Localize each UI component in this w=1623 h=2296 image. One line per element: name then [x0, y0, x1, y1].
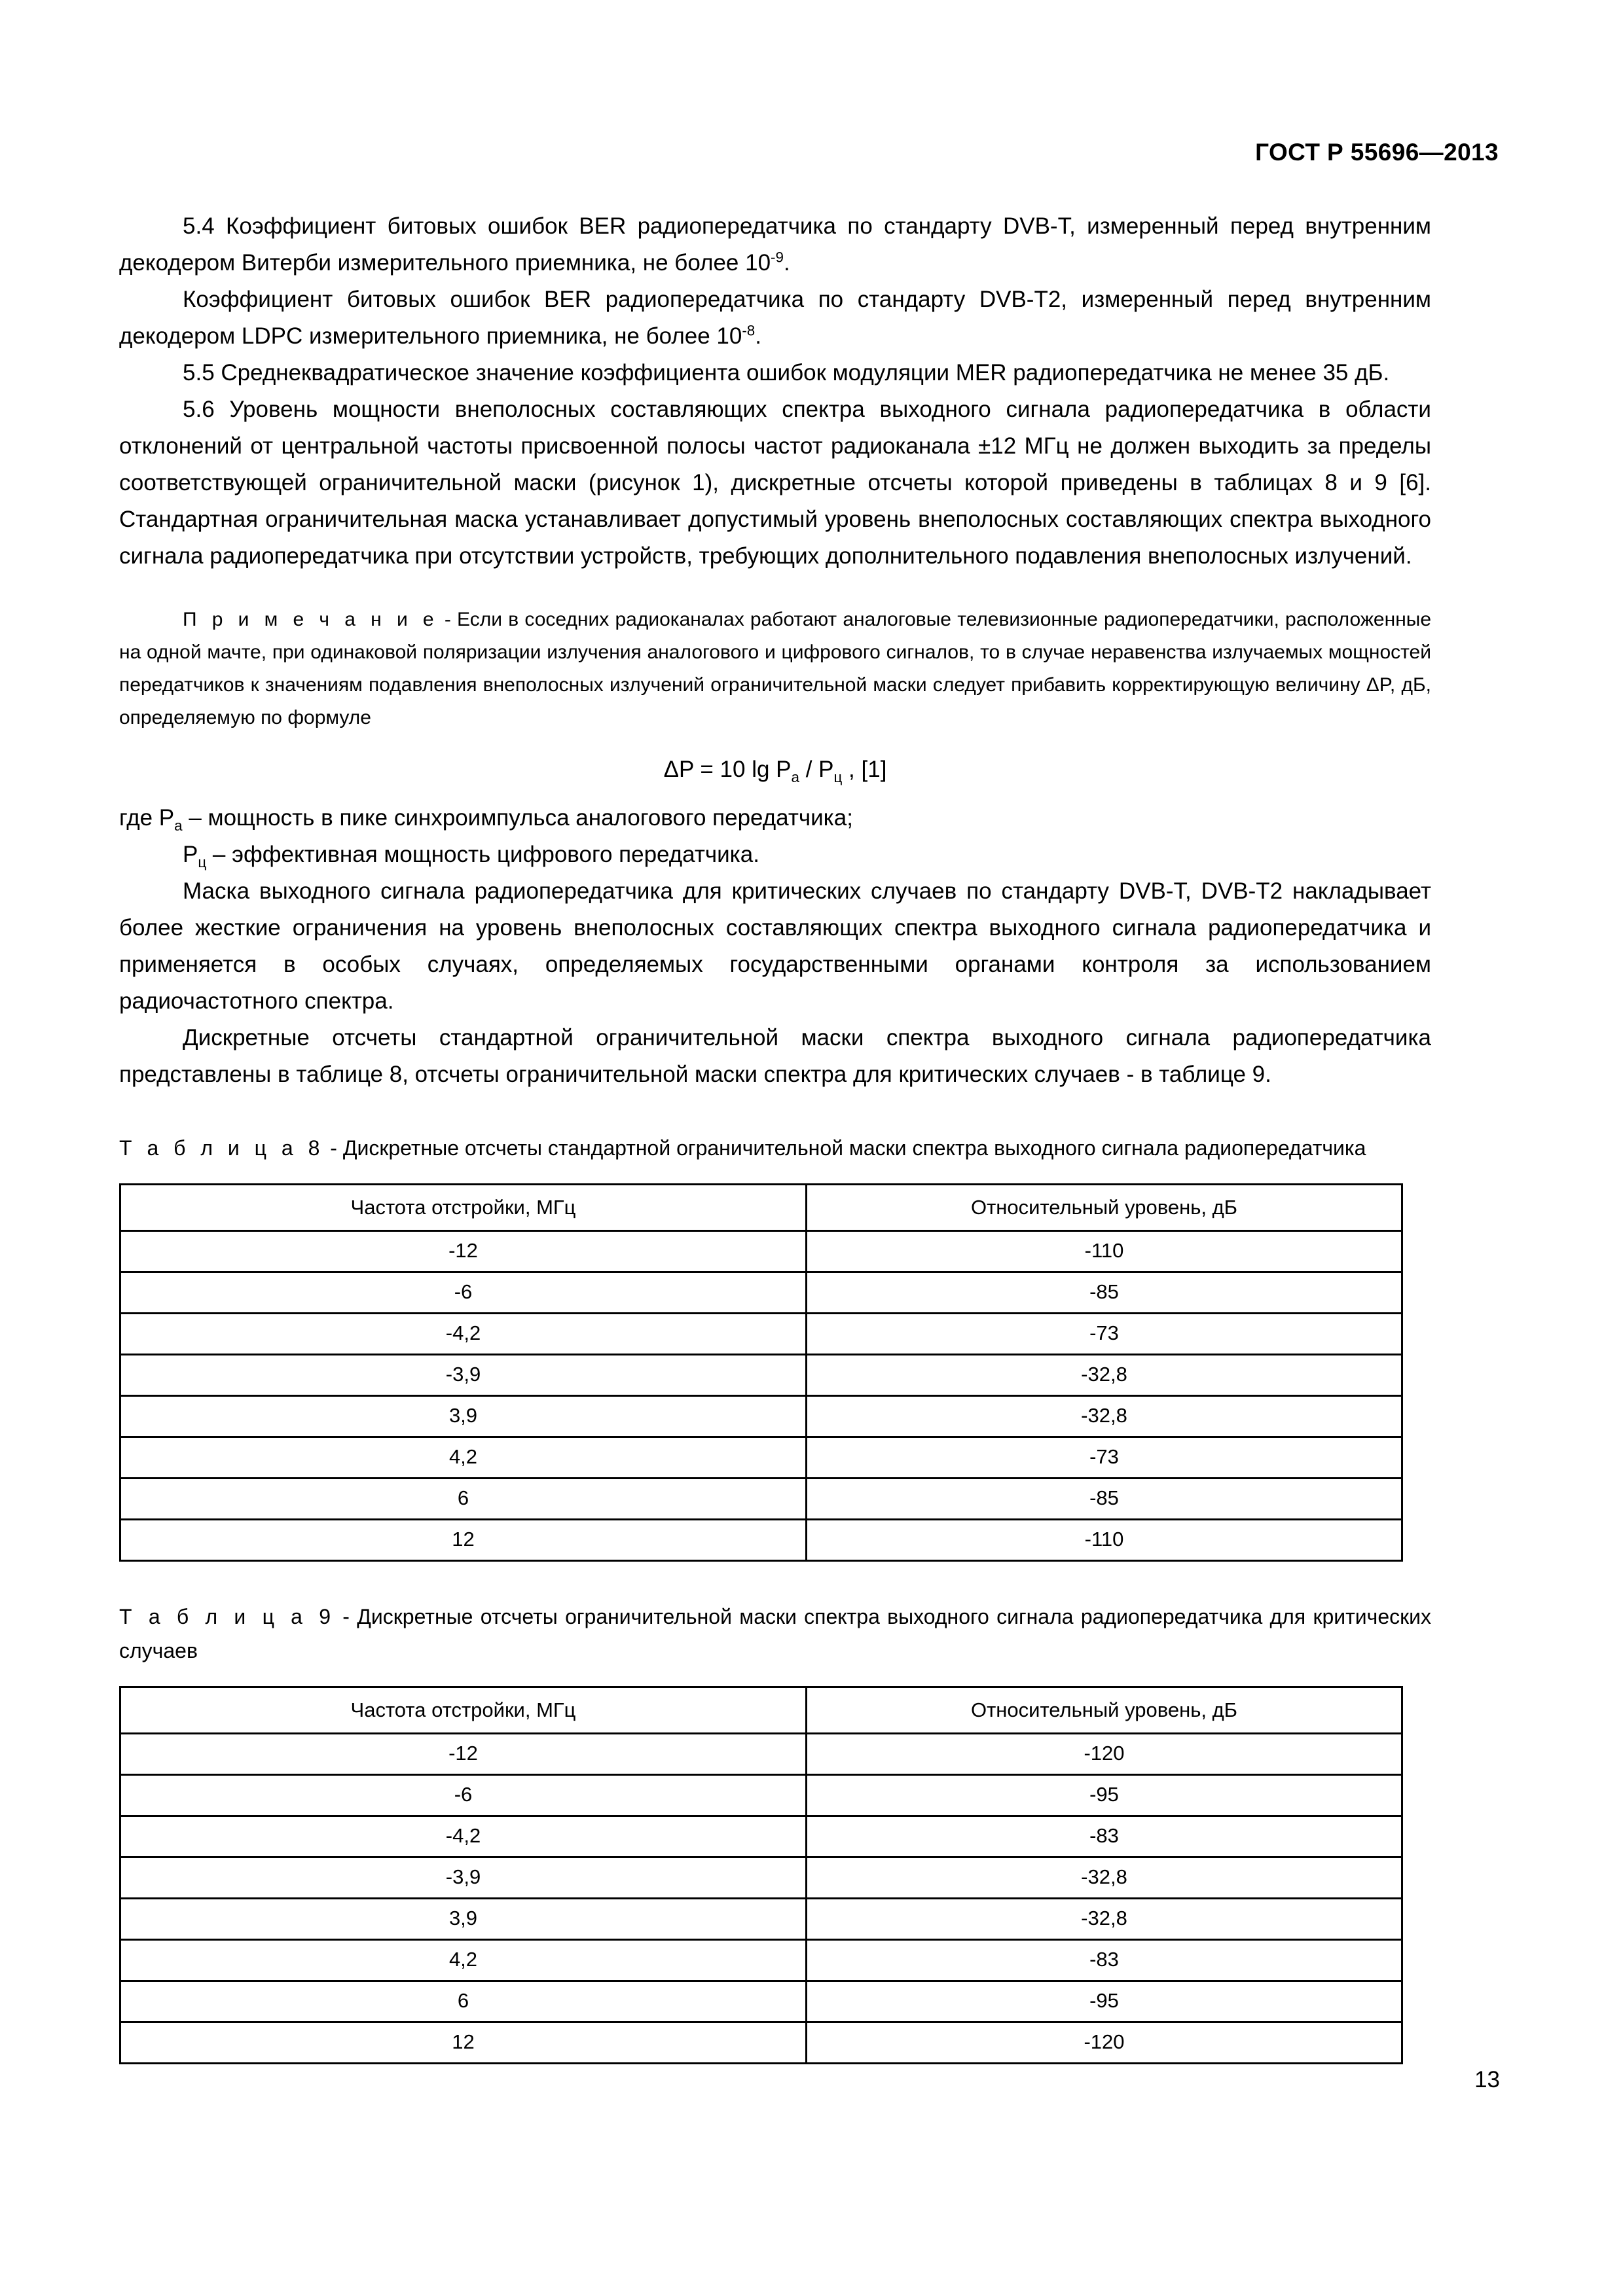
- paragraph-discrete-samples: Дискретные отсчеты стандартной ограничительной маски спектра выходного сигнала радиопередатчика представлены в таблице 8, отсчеты ограничительной маски спектра для критических случаев - в таблице 9.: [119, 1025, 1431, 1087]
- spacer-before-table-9: [119, 1562, 1431, 1600]
- table-9-cell-frequency: -6: [120, 1775, 807, 1816]
- table-row: [120, 2022, 1402, 2064]
- table-9-cell-frequency: -12: [120, 1734, 807, 1775]
- table-9-header-row: [120, 1687, 1402, 1734]
- table-9-cell-level: -120: [807, 2022, 1402, 2064]
- table-8-cell-frequency: -3,9: [120, 1355, 807, 1396]
- paragraph-5-6: 5.6 Уровень мощности внеполосных составляющих спектра выходного сигнала радиопередатчика в области отклонений от центральной частоты присвоенной полосы частот радиоканала ±12 МГц не должен выходить за пределы соответствующей ограничительной маски (рисунок 1), дискретные отсчеты которой приведены в таблицах 8 и 9 [6]. Стандартная ограничительная маска устанавливает допустимый уровень внеполосных составляющих спектра выходного сигнала радиопередатчика при отсутствии устройств, требующих дополнительного подавления внеполосных излучений.: [119, 397, 1431, 569]
- definition-digital-sub: ц: [198, 854, 207, 870]
- definition-analog-prefix: где P: [119, 805, 175, 831]
- table-row: [120, 1899, 1402, 1940]
- table-9-cell-level: -95: [807, 1981, 1402, 2022]
- spacer-before-table-8: [119, 1093, 1431, 1131]
- formula-main: ΔP = 10 lg P: [663, 757, 792, 782]
- table-9-cell-level: -83: [807, 1940, 1402, 1981]
- table-8-caption: [119, 1131, 1431, 1165]
- paragraph-5-5: 5.5 Среднеквадратическое значение коэффициента ошибок модуляции MER радиопередатчика не менее 35 дБ.: [183, 360, 1390, 386]
- table-8: [119, 1183, 1403, 1562]
- paragraph-ber-dvbt2-exponent: -8: [742, 322, 756, 339]
- table-9-caption-text: - Дискретные отсчеты ограничительной маски спектра выходного сигнала радиопередатчика для критических случаев: [119, 1605, 1432, 1662]
- definition-analog-power: [119, 800, 1431, 836]
- table-9: [119, 1686, 1403, 2064]
- note-text: - Если в соседних радиоканалах работают аналоговые телевизионные радиопередатчики, расположенные на одной мачте, при одинаковой поляризации излучения аналогового и цифрового сигналов, то в случае неравенства излучаемых мощностей передатчиков к значениям подавления внеполосных излучений ограничительной маски следует прибавить корректирующую величину ΔP, дБ, определяемую по формуле: [119, 609, 1432, 728]
- table-8-cell-level: -85: [807, 1479, 1402, 1520]
- table-9-cell-frequency: 6: [120, 1981, 807, 2022]
- table-row: [120, 1272, 1402, 1314]
- table-row: [120, 1734, 1402, 1775]
- table-8-cell-level: -73: [807, 1437, 1402, 1479]
- table-8-caption-text: - Дискретные отсчеты стандартной ограничительной маски спектра выходного сигнала радиопередатчика: [324, 1136, 1366, 1160]
- table-9-column-header-frequency: Частота отстройки, МГц: [120, 1687, 807, 1734]
- table-8-cell-level: -85: [807, 1272, 1402, 1314]
- note-label: П р и м е ч а н и е: [183, 609, 439, 630]
- table-8-caption-label: Т а б л и ц а 8: [119, 1136, 325, 1160]
- table-row: [120, 1479, 1402, 1520]
- table-row: [120, 1520, 1402, 1561]
- table-row: [120, 1775, 1402, 1816]
- table-row: [120, 1314, 1402, 1355]
- table-9-cell-level: -32,8: [807, 1899, 1402, 1940]
- definition-digital-text: – эффективная мощность цифрового передатчика.: [206, 842, 759, 867]
- page-number: 13: [1474, 2067, 1500, 2092]
- formula-mid: / P: [799, 757, 834, 782]
- note-block: [119, 603, 1431, 734]
- formula-sub-analog: а: [791, 769, 799, 785]
- table-8-header-row: [120, 1185, 1402, 1231]
- table-row: [120, 1816, 1402, 1857]
- document-body: [119, 208, 1431, 2064]
- table-8-cell-frequency: 4,2: [120, 1437, 807, 1479]
- table-9-cell-frequency: 4,2: [120, 1940, 807, 1981]
- definition-analog-sub: а: [174, 817, 183, 834]
- table-row: [120, 1981, 1402, 2022]
- definition-digital-prefix: P: [183, 842, 198, 867]
- table-row: [120, 1231, 1402, 1272]
- paragraph-5-4-text: 5.4 Коэффициент битовых ошибок BER радиопередатчика по стандарту DVB-T, измеренный перед внутренним декодером Витерби измерительного приемника, не более 10: [119, 213, 1431, 276]
- table-row: [120, 1437, 1402, 1479]
- table-8-cell-level: -73: [807, 1314, 1402, 1355]
- paragraph-ber-dvbt2-text: Коэффициент битовых ошибок BER радиопередатчика по стандарту DVB-T2, измеренный перед внутренним декодером LDPC измерительного приемника, не более 10: [119, 287, 1431, 349]
- table-row: [120, 1355, 1402, 1396]
- table-8-cell-frequency: 3,9: [120, 1396, 807, 1437]
- table-8-cell-level: -110: [807, 1231, 1402, 1272]
- table-9-cell-level: -95: [807, 1775, 1402, 1816]
- formula-number: , [1]: [842, 757, 887, 782]
- table-8-cell-frequency: -12: [120, 1231, 807, 1272]
- table-9-cell-frequency: 3,9: [120, 1899, 807, 1940]
- definition-digital-power: [119, 836, 1431, 873]
- formula-delta-p: [119, 754, 1431, 785]
- table-row: [120, 1396, 1402, 1437]
- table-8-column-header-frequency: Частота отстройки, МГц: [120, 1185, 807, 1231]
- table-9-cell-level: -83: [807, 1816, 1402, 1857]
- table-8-cell-frequency: 12: [120, 1520, 807, 1561]
- paragraph-5-4: [119, 208, 1431, 281]
- table-8-cell-frequency: -6: [120, 1272, 807, 1314]
- table-9-cell-level: -32,8: [807, 1857, 1402, 1899]
- table-8-cell-frequency: 6: [120, 1479, 807, 1520]
- table-8-column-header-level: Относительный уровень, дБ: [807, 1185, 1402, 1231]
- page-header-standard-id: ГОСТ Р 55696—2013: [1255, 139, 1499, 166]
- table-8-cell-level: -32,8: [807, 1396, 1402, 1437]
- table-8-cell-level: -110: [807, 1520, 1402, 1561]
- table-9-caption-label: Т а б л и ц а 9: [119, 1605, 336, 1628]
- paragraph-5-4-tail: .: [783, 250, 790, 276]
- table-9-cell-level: -120: [807, 1734, 1402, 1775]
- paragraph-5-4-exponent: -9: [771, 249, 784, 266]
- table-row: [120, 1857, 1402, 1899]
- paragraph-ber-dvbt2: [119, 281, 1431, 355]
- definition-analog-text: – мощность в пике синхроимпульса аналогового передатчика;: [182, 805, 853, 831]
- table-9-cell-frequency: 12: [120, 2022, 807, 2064]
- formula-sub-digital: ц: [833, 769, 843, 785]
- table-9-cell-frequency: -3,9: [120, 1857, 807, 1899]
- paragraph-ber-dvbt2-tail: .: [755, 323, 761, 349]
- table-row: [120, 1940, 1402, 1981]
- table-9-cell-frequency: -4,2: [120, 1816, 807, 1857]
- table-8-cell-level: -32,8: [807, 1355, 1402, 1396]
- table-9-caption: [119, 1600, 1431, 1668]
- table-8-cell-frequency: -4,2: [120, 1314, 807, 1355]
- table-9-column-header-level: Относительный уровень, дБ: [807, 1687, 1402, 1734]
- paragraph-critical-mask: Маска выходного сигнала радиопередатчика для критических случаев по стандарту DVB-T, DVB-T2 накладывает более жесткие ограничения на уровень внеполосных составляющих спектра выходного сигнала радиопередатчика и применяется в особых случаях, определяемых государственными органами контроля за использованием радиочастотного спектра.: [119, 878, 1431, 1014]
